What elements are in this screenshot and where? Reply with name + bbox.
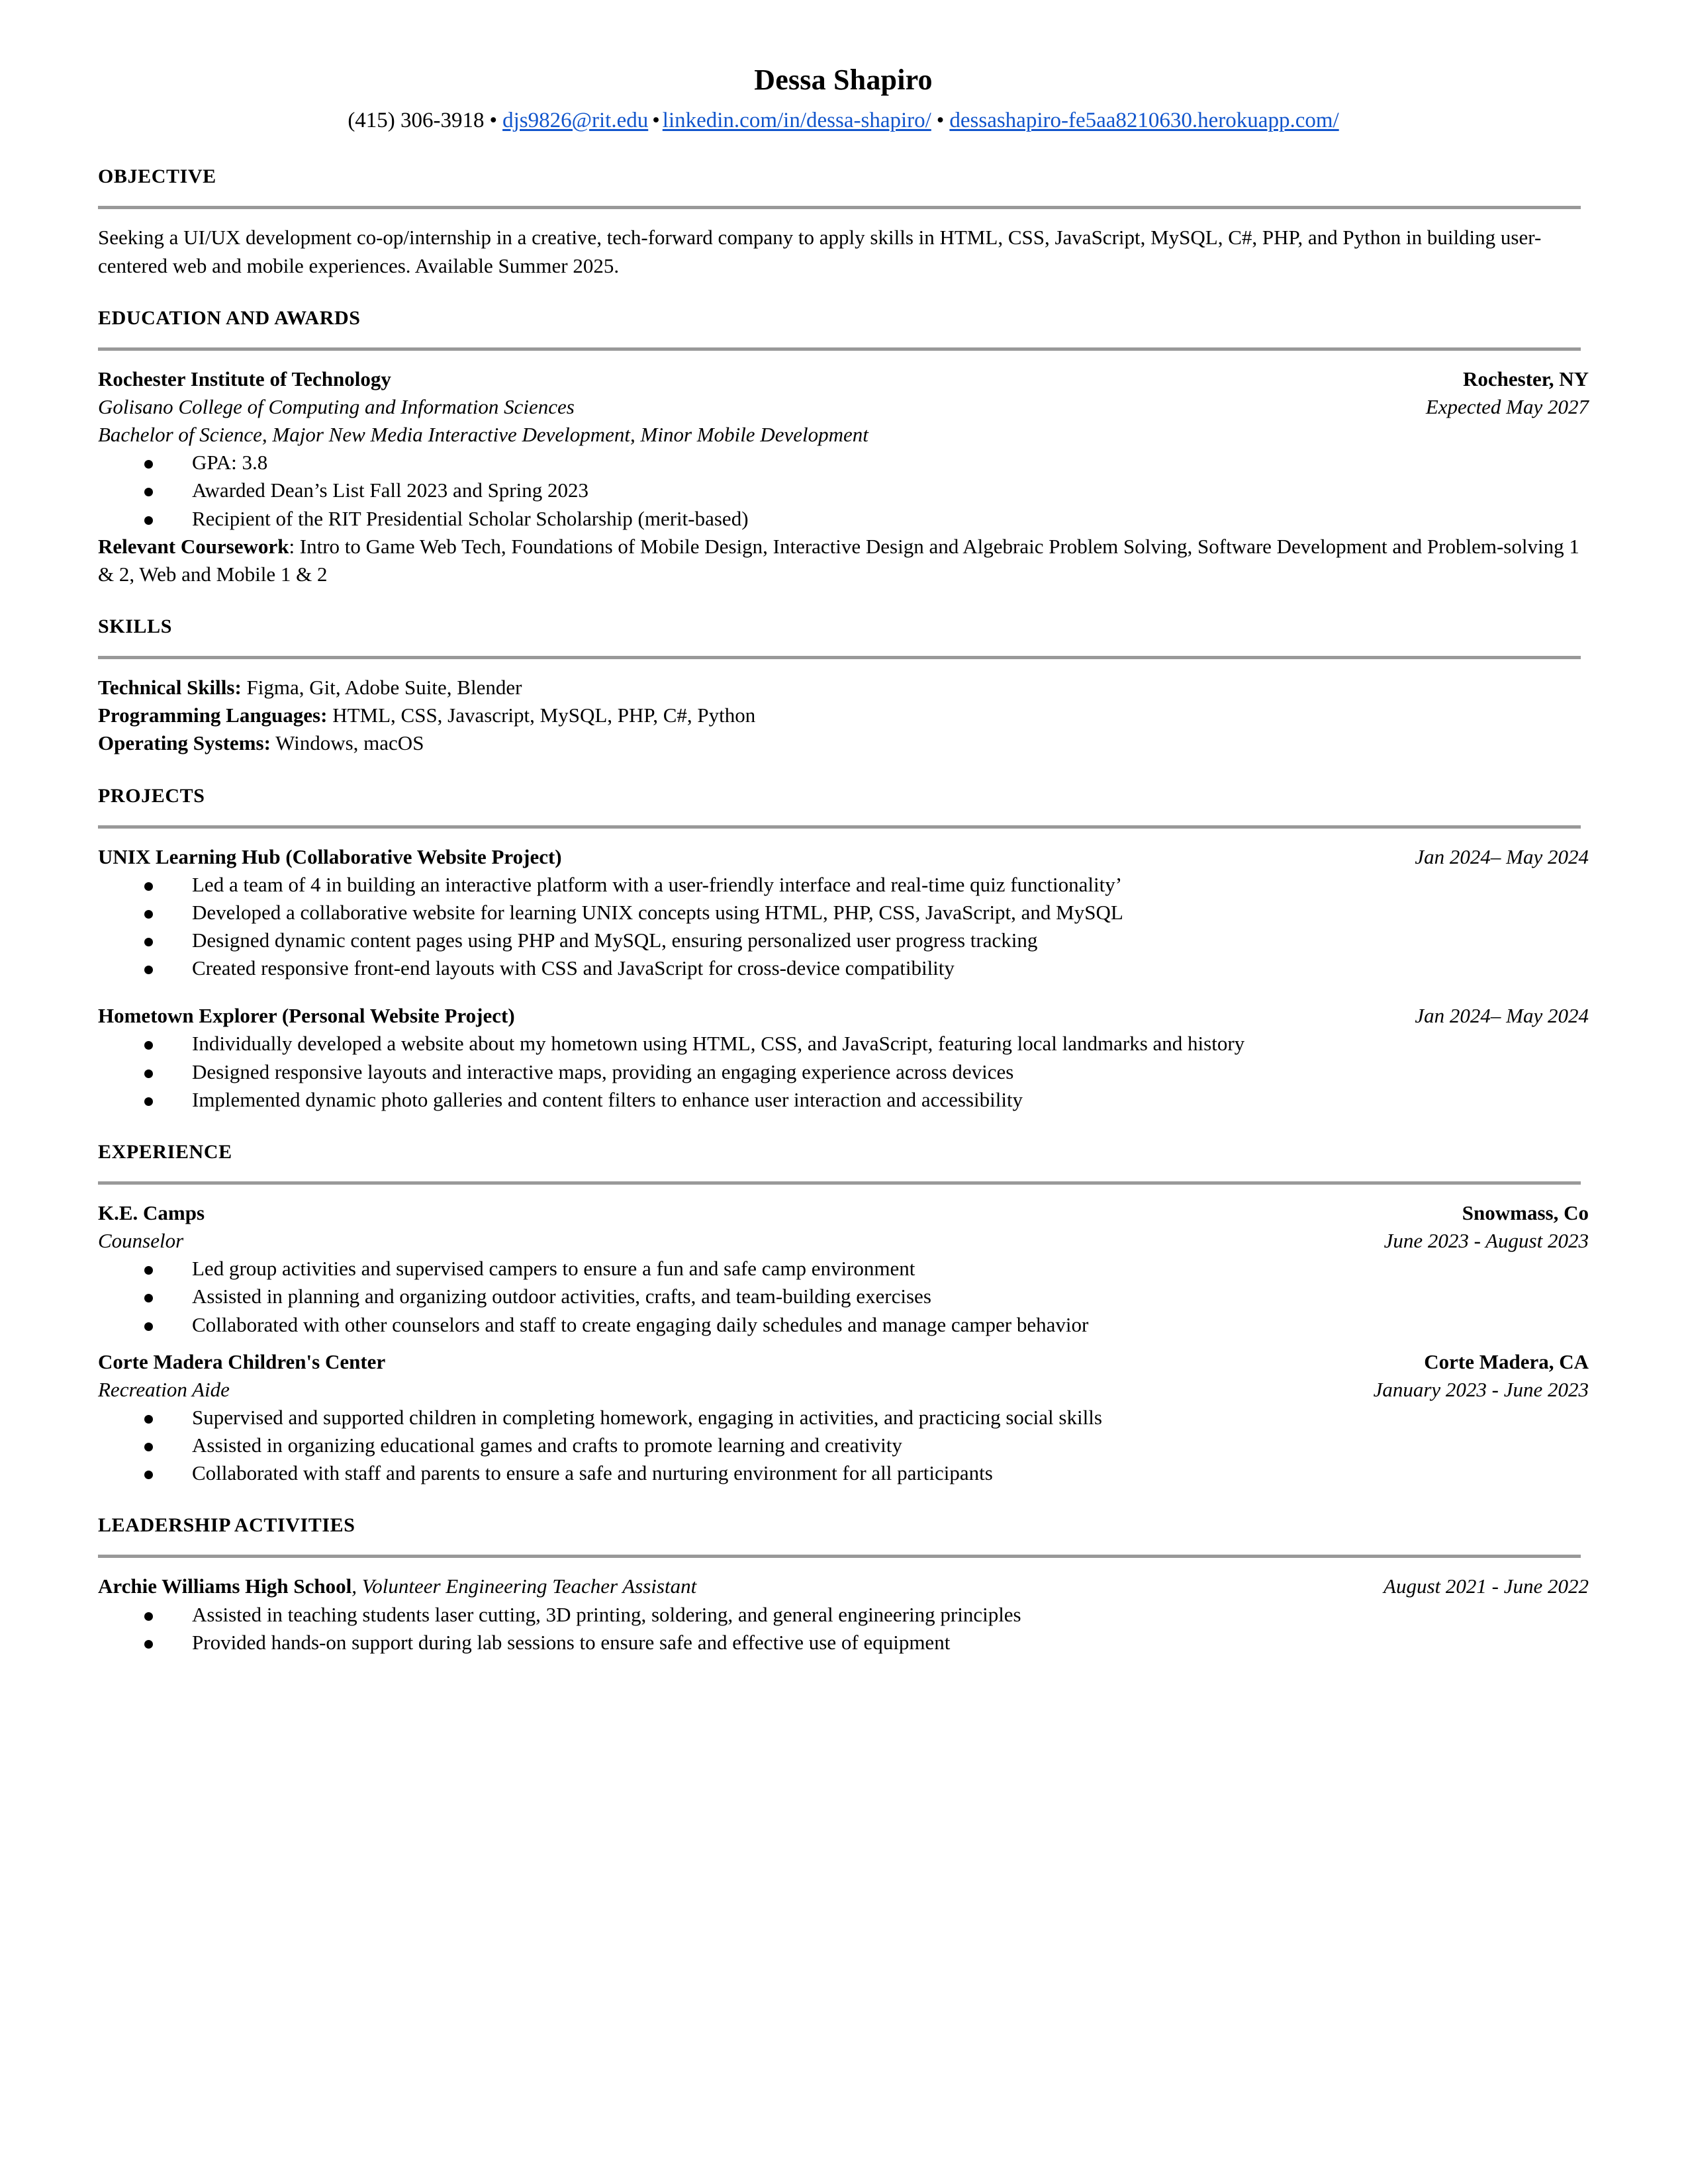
list-item: Assisted in planning and organizing outdoor activities, crafts, and team-building exercises (98, 1283, 1589, 1310)
section-divider (98, 825, 1581, 829)
section-divider (98, 1555, 1581, 1558)
project-date: Jan 2024– May 2024 (1415, 1004, 1589, 1028)
project-entry (98, 843, 1589, 983)
list-item: GPA: 3.8 (98, 449, 1589, 477)
school-location: Rochester, NY (1463, 367, 1589, 390)
list-item: Designed dynamic content pages using PHP and MySQL, ensuring personalized user progress tracking (98, 927, 1589, 954)
objective-text: Seeking a UI/UX development co-op/internship in a creative, tech-forward company to apply skills in HTML, CSS, JavaScript, MySQL, C#, PHP, and Python in building user-centered web and mobile experiences. Available Summer 2025. (98, 226, 1542, 277)
section-heading-leadership: LEADERSHIP ACTIVITIES (98, 1514, 355, 1537)
section-heading-projects: PROJECTS (98, 784, 205, 807)
job-title: Counselor (98, 1229, 184, 1253)
list-item: Supervised and supported children in completing homework, engaging in activities, and practicing social skills (98, 1404, 1589, 1432)
list-item: Implemented dynamic photo galleries and content filters to enhance user interaction and accessibility (98, 1086, 1589, 1114)
employer-location: Snowmass, Co (1462, 1201, 1589, 1224)
contact-line (98, 107, 1589, 135)
section-leadership (98, 1514, 1589, 1656)
education-bullet-list (98, 449, 1589, 532)
organization-name: Archie Williams High School (98, 1574, 352, 1598)
list-item: Developed a collaborative website for learning UNIX concepts using HTML, PHP, CSS, JavaScript, and MySQL (98, 899, 1589, 927)
portfolio-link[interactable]: dessashapiro-fe5aa8210630.herokuapp.com/ (949, 108, 1339, 132)
project-bullet-list (98, 1030, 1589, 1113)
leadership-date: August 2021 - June 2022 (1383, 1574, 1589, 1598)
section-divider (98, 206, 1581, 209)
list-item: Led group activities and supervised campers to ensure a fun and safe camp environment (98, 1255, 1589, 1283)
section-heading-education: EDUCATION AND AWARDS (98, 306, 361, 329)
skill-value: HTML, CSS, Javascript, MySQL, PHP, C#, Python (327, 704, 756, 727)
education-entry-header (98, 365, 1589, 393)
employer-location: Corte Madera, CA (1424, 1349, 1589, 1373)
skill-label: Operating Systems: (98, 731, 271, 755)
project-header (98, 1002, 1589, 1030)
list-item: Assisted in teaching students laser cutting, 3D printing, soldering, and general engineering principles (98, 1601, 1589, 1629)
leadership-bullet-list (98, 1601, 1589, 1657)
section-projects (98, 784, 1589, 1114)
skill-value: Windows, macOS (270, 731, 424, 755)
section-skills (98, 615, 1589, 757)
section-divider (98, 656, 1581, 659)
leadership-role: Volunteer Engineering Teacher Assistant (361, 1574, 697, 1598)
contact-separator-1: • (489, 108, 498, 132)
skill-value: Figma, Git, Adobe Suite, Blender (241, 676, 522, 700)
list-item: Individually developed a website about my hometown using HTML, CSS, and JavaScript, featuring local landmarks and history (98, 1030, 1589, 1058)
job-date: June 2023 - August 2023 (1383, 1229, 1589, 1253)
section-divider (98, 347, 1581, 351)
project-bullet-list (98, 871, 1589, 983)
degree-line: Bachelor of Science, Major New Media Interactive Development, Minor Mobile Development (98, 423, 868, 447)
list-item: Recipient of the RIT Presidential Scholar Scholarship (merit-based) (98, 505, 1589, 533)
phone-number: (415) 306-3918 (348, 108, 485, 132)
experience-subheader (98, 1376, 1589, 1404)
job-date: January 2023 - June 2023 (1373, 1377, 1589, 1401)
employer-name: Corte Madera Children's Center (98, 1349, 386, 1373)
list-item: Designed responsive layouts and interactive maps, providing an engaging experience across devices (98, 1058, 1589, 1086)
skill-label: Technical Skills: (98, 676, 242, 700)
employer-name: K.E. Camps (98, 1201, 205, 1224)
coursework-text: : Intro to Game Web Tech, Foundations of Mobile Design, Interactive Design and Algebraic Problem Solving, Software Development and Problem-solving 1 & 2, Web and Mobile 1 & 2 (98, 534, 1579, 586)
project-date: Jan 2024– May 2024 (1415, 844, 1589, 868)
skill-label: Programming Languages: (98, 704, 328, 727)
spacer (98, 982, 1589, 1002)
section-heading-experience: EXPERIENCE (98, 1140, 232, 1163)
skill-row-languages (98, 702, 1589, 729)
coursework-label: Relevant Coursework (98, 534, 289, 558)
education-entry-subheader (98, 393, 1589, 421)
project-title: UNIX Learning Hub (Collaborative Website Project) (98, 844, 562, 868)
list-item: Led a team of 4 in building an interactive platform with a user-friendly interface and real-time quiz functionality’ (98, 871, 1589, 899)
experience-header (98, 1348, 1589, 1376)
list-item: Provided hands-on support during lab sessions to ensure safe and effective use of equipment (98, 1629, 1589, 1657)
college-name: Golisano College of Computing and Information Sciences (98, 394, 575, 418)
experience-bullet-list (98, 1255, 1589, 1338)
project-entry (98, 1002, 1589, 1114)
job-title: Recreation Aide (98, 1377, 230, 1401)
email-link[interactable]: djs9826@rit.edu (502, 108, 649, 132)
section-heading-objective: OBJECTIVE (98, 165, 216, 188)
organization-suffix: , (352, 1574, 362, 1598)
school-name: Rochester Institute of Technology (98, 367, 391, 390)
section-education (98, 306, 1589, 588)
project-header (98, 843, 1589, 871)
section-objective (98, 165, 1589, 279)
relevant-coursework (98, 533, 1589, 588)
experience-subheader (98, 1227, 1589, 1255)
section-heading-skills: SKILLS (98, 615, 172, 638)
skill-row-technical (98, 674, 1589, 702)
list-item: Awarded Dean’s List Fall 2023 and Spring 2023 (98, 477, 1589, 504)
section-experience (98, 1140, 1589, 1488)
candidate-name: Dessa Shapiro (754, 64, 933, 96)
spacer (98, 1339, 1589, 1348)
graduation-date: Expected May 2027 (1425, 394, 1589, 418)
contact-separator-3: • (936, 108, 945, 132)
list-item: Created responsive front-end layouts with CSS and JavaScript for cross-device compatibility (98, 954, 1589, 982)
list-item: Collaborated with other counselors and staff to create engaging daily schedules and manage camper behavior (98, 1311, 1589, 1339)
list-item: Assisted in organizing educational games and crafts to promote learning and creativity (98, 1432, 1589, 1459)
experience-bullet-list (98, 1404, 1589, 1487)
list-item: Collaborated with staff and parents to ensure a safe and nurturing environment for all participants (98, 1459, 1589, 1487)
linkedin-link[interactable]: linkedin.com/in/dessa-shapiro/ (662, 108, 931, 132)
leadership-header (98, 1572, 1589, 1600)
skill-row-operating-systems (98, 729, 1589, 757)
experience-entry (98, 1348, 1589, 1488)
experience-entry (98, 1199, 1589, 1339)
project-title: Hometown Explorer (Personal Website Project) (98, 1004, 515, 1028)
contact-separator-2: • (652, 108, 660, 132)
section-divider (98, 1181, 1581, 1185)
experience-header (98, 1199, 1589, 1227)
